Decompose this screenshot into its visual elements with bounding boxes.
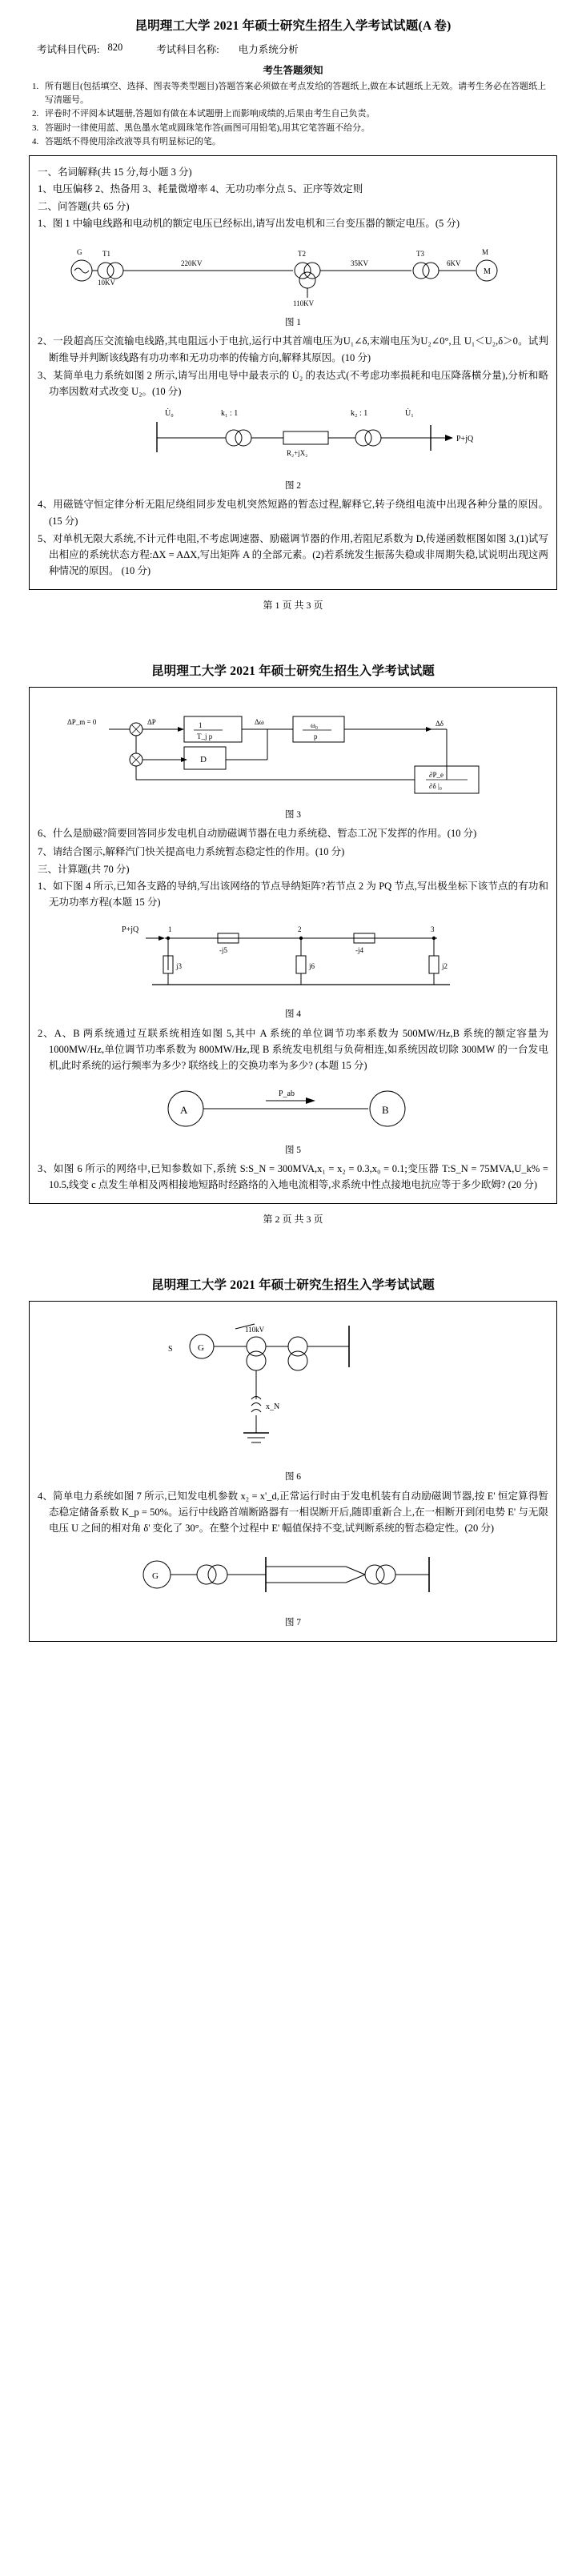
- page-title-3: 昆明理工大学 2021 年硕士研究生招生入学考试试题: [151, 1278, 435, 1292]
- figure-1-caption: 图 1: [284, 317, 302, 327]
- svg-text:M: M: [482, 247, 489, 256]
- svg-text:G: G: [198, 1342, 204, 1353]
- svg-text:10KV: 10KV: [98, 278, 115, 287]
- svg-text:Δω: Δω: [255, 717, 264, 726]
- subject-name-label: 考试科目名称:: [156, 44, 219, 55]
- notice-text: 答题纸不得使用涂改液等具有明显标记的笔。: [45, 137, 221, 146]
- svg-text:2: 2: [298, 925, 302, 933]
- svg-text:110KV: 110KV: [293, 299, 315, 307]
- notice-text: 所有题目(包括填空、选择、图表等类型题目)答题答案必须做在考点发给的答题纸上,做在本试题纸上无效。请考生务必在答题纸上写清题号。: [45, 82, 547, 105]
- svg-text:6KV: 6KV: [447, 259, 461, 267]
- svg-text:-j5: -j5: [219, 945, 227, 954]
- question-3-2: 2、A、B 两系统通过互联系统相连如图 5,其中 A 系统的单位调节功率系数为 500MW/Hz,B 系统的额定容量为 1000MW/Hz,单位调节功率系数为 800MW/Hz,现 B 系统发电机组与负荷相连,如系统因故切除 300MW 的一台发电机,此时系统的运行频率为多少? 联络线上的交换功率为多少? (本题 15 分): [38, 1027, 548, 1071]
- exam-page-2: [0, 645, 586, 1238]
- svg-text:p: p: [314, 732, 318, 740]
- figure-2: [38, 403, 548, 476]
- figure-3: [38, 697, 548, 806]
- figure-5-caption: 图 5: [284, 1145, 302, 1155]
- section-2-heading: 二、问答题(共 65 分): [38, 201, 130, 212]
- figure-6: [38, 1311, 548, 1468]
- notice-item: [32, 122, 554, 135]
- figure-5-svg: [109, 1077, 477, 1136]
- question-2-4: 4、用磁链守恒定律分析无阻尼绕组同步发电机突然短路的暂态过程,解释它,转子绕组电流中出现各种分量的原因。(15 分): [38, 499, 548, 527]
- svg-text:M: M: [484, 267, 491, 276]
- svg-text:T1: T1: [102, 249, 110, 258]
- svg-text:j6: j6: [309, 961, 315, 970]
- svg-text:R₂+jX₂: R₂+jX₂: [287, 449, 308, 458]
- svg-text:k₁ : 1: k₁ : 1: [221, 409, 239, 419]
- figure-5: [38, 1077, 548, 1141]
- svg-text:-j4: -j4: [355, 945, 363, 954]
- notice-index: 1.: [32, 82, 39, 91]
- question-3-3: 3、如图 6 所示的网络中,已知参数如下,系统 S:S_N = 300MVA,x₁ = x₂ = 0.3,x₀ = 0.1;变压器 T:S_N = 75MVA,U_k% = 10.5,线变 c 点发生单相及两相接地短路时经路络的入地电流相等,求系统中性点接地电抗应等于多少欧姆? (20 分): [38, 1163, 548, 1191]
- exam-page-3: [0, 1259, 586, 1651]
- subject-code-label: 考试科目代码:: [37, 44, 100, 55]
- svg-text:T3: T3: [416, 249, 424, 258]
- question-3-1: 1、如下图 4 所示,已知各支路的导纳,写出该网络的节点导纳矩阵?若节点 2 为 PQ 节点,写出极坐标下该节点的有功和无功功率方程(本题 15 分): [38, 881, 548, 909]
- notice-item: [32, 107, 554, 121]
- svg-text:35KV: 35KV: [351, 259, 368, 267]
- page-title-2: 昆明理工大学 2021 年硕士研究生招生入学考试试题: [151, 664, 435, 678]
- svg-text:P+jQ: P+jQ: [122, 925, 139, 934]
- figure-4-caption: 图 4: [284, 1009, 302, 1019]
- notice-index: 2.: [32, 109, 39, 118]
- question-2-2: 2、一段超高压交流输电线路,其电阻远小于电抗,运行中其首端电压为U₁∠δ,末端电压为U₂∠0°,且 U₁＜U₂,δ＞0。试判断维导并判断该线路有功功率和无功功率的传输方向,解释其原因。(10 分): [38, 335, 548, 363]
- question-2-6: 6、什么是励磁?简要回答同步发电机自动励磁调节器在电力系统稳、暂态工况下发挥的作用。(10 分): [38, 828, 477, 840]
- question-2-1: 1、图 1 中输电线路和电动机的额定电压已经标出,请写出发电机和三台变压器的额定电压。(5 分): [38, 218, 460, 230]
- question-2-7: 7、请结合图示,解释汽门快关提高电力系统暂态稳定性的作用。(10 分): [38, 845, 345, 857]
- figure-7-svg: [77, 1539, 509, 1608]
- notice-index: 3.: [32, 122, 39, 133]
- notice-list: [29, 80, 557, 149]
- svg-text:Δδ: Δδ: [435, 719, 444, 728]
- svg-text:j3: j3: [176, 961, 183, 970]
- svg-text:G: G: [152, 1571, 159, 1582]
- figure-7: [38, 1539, 548, 1613]
- svg-text:S: S: [168, 1344, 173, 1354]
- figure-1: [38, 235, 548, 314]
- svg-text:1: 1: [168, 925, 172, 933]
- figure-6-caption: 图 6: [284, 1471, 302, 1482]
- figure-4: [38, 914, 548, 1005]
- section-1-heading: 一、名词解释(共 15 分,每小题 3 分): [38, 166, 192, 178]
- svg-text:∂δ |₀: ∂δ |₀: [429, 781, 442, 790]
- notice-item: [32, 135, 554, 149]
- figure-7-caption: 图 7: [284, 1617, 302, 1627]
- svg-text:x_N: x_N: [266, 1402, 280, 1411]
- svg-text:∂P_e: ∂P_e: [429, 770, 444, 779]
- svg-text:1: 1: [199, 720, 203, 729]
- figure-4-svg: [69, 914, 517, 1001]
- notice-index: 4.: [32, 137, 39, 146]
- question-body-page2: [29, 687, 557, 1204]
- question-3-4: 4、简单电力系统如图 7 所示,已知发电机参数 x₂ = x'_d,正常运行时由于发电机装有自动励磁调节器,按 E' 恒定算得暂态稳定储备系数 K_p = 50%。运行中线路首端断路器有一相误断开后,随即重新合上,在一相断开到闭电势 E' 与无限电压 U 之间的相对角 δ' 变化了 30°。在整个过程中 E' 幅值保持不变,试判断系统的暂态稳定性。(20 分): [38, 1490, 548, 1534]
- figure-2-caption: 图 2: [284, 480, 302, 491]
- notice-text: 答题时一律使用蓝、黑色墨水笔或圆珠笔作答(画图可用铅笔),用其它笔答题不给分。: [45, 122, 371, 133]
- svg-text:ω₀: ω₀: [311, 720, 319, 729]
- question-body-page1: [29, 155, 557, 590]
- svg-text:220KV: 220KV: [181, 259, 203, 267]
- notice-title: 考生答题须知: [263, 65, 323, 76]
- section-1-terms: 1、电压偏移 2、热备用 3、耗量微增率 4、无功功率分点 5、正序等效定则: [38, 183, 363, 195]
- figure-3-caption: 图 3: [284, 809, 302, 820]
- svg-text:D: D: [200, 754, 207, 764]
- svg-text:U̇₀: U̇₀: [165, 409, 174, 419]
- svg-text:3: 3: [431, 925, 435, 933]
- figure-1-svg: [53, 235, 533, 309]
- exam-page-1: [0, 0, 586, 624]
- svg-text:j2: j2: [442, 961, 448, 970]
- subject-name-value: 电力系统分析: [238, 44, 299, 55]
- page-footer-1: 第 1 页 共 3 页: [263, 599, 323, 611]
- svg-text:T_j p: T_j p: [197, 732, 213, 740]
- exam-meta: [29, 42, 557, 56]
- page-title: 昆明理工大学 2021 年硕士研究生招生入学考试试题(A 卷): [134, 19, 452, 33]
- svg-text:G: G: [77, 247, 82, 256]
- figure-2-svg: [69, 403, 517, 471]
- notice-item: [32, 80, 554, 106]
- svg-text:P_ab: P_ab: [279, 1089, 295, 1099]
- section-3-heading: 三、计算题(共 70 分): [38, 863, 130, 875]
- svg-text:B: B: [382, 1104, 389, 1117]
- question-2-5: 5、对单机无限大系统,不计元件电阻,不考虑调速器、励磁调节器的作用,若阻尼系数为 D,传递函数框图如图 3,(1)试写出相应的系统状态方程:ΔX = AΔX,写出矩阵 A 的全部元素。(2)若系统发生振荡失稳或非周期失稳,试说明出现这两种情况的原因。 (10 分): [38, 532, 548, 577]
- svg-text:k₂ : 1: k₂ : 1: [351, 409, 368, 419]
- svg-text:ΔP: ΔP: [147, 717, 156, 726]
- question-2-3: 3、某简单电力系统如图 2 所示,请写出用电导中最表示的 U̇₂ 的表达式(不考虑功率损耗和电压降落横分量),分析和略功率因数对式改变 U₂。(10 分): [38, 369, 548, 398]
- svg-text:T2: T2: [298, 249, 306, 258]
- svg-text:ΔP_m = 0: ΔP_m = 0: [67, 717, 97, 726]
- svg-text:110kV: 110kV: [245, 1325, 265, 1334]
- subject-code-value: 820: [107, 42, 123, 53]
- svg-text:P+jQ: P+jQ: [456, 435, 474, 444]
- figure-6-svg: [109, 1311, 477, 1463]
- notice-text: 评卷时不评阅本试题册,答题如有做在本试题册上而影响成绩的,后果由考生自己负责。: [45, 109, 375, 118]
- figure-3-svg: [53, 697, 533, 801]
- question-body-page3: [29, 1301, 557, 1643]
- page-footer-2: 第 2 页 共 3 页: [263, 1213, 323, 1225]
- svg-text:A: A: [180, 1104, 188, 1117]
- svg-text:U̇₁: U̇₁: [405, 409, 414, 419]
